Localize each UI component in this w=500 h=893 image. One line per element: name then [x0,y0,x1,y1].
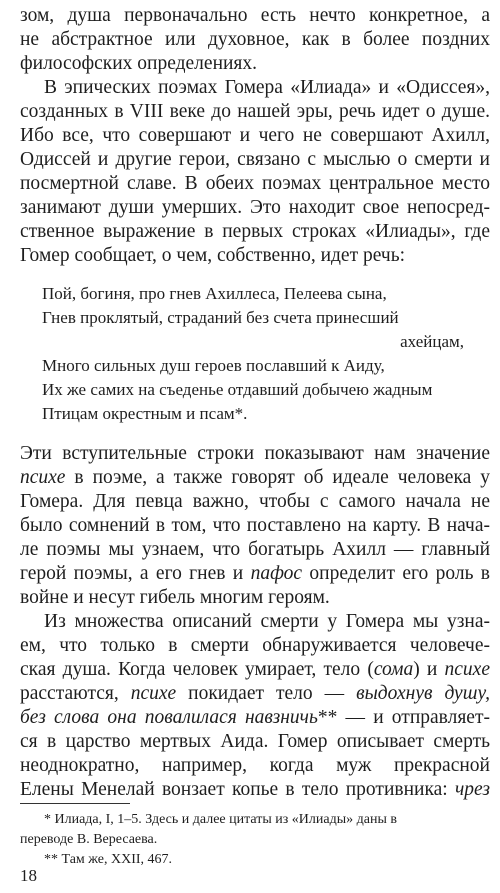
italic-quote: чрез [454,779,490,800]
text-line [20,706,490,730]
text-line: зом, душа первоначально есть нечто конкретное, а [20,5,490,26]
footnote-divider [20,803,130,804]
text-line [20,682,490,706]
text-line [20,562,490,586]
text-line [20,778,490,802]
text-line: посмертной славе. В обеих поэмах центральное место [20,173,490,194]
footnote: * Илиада, I, 1–5. Здесь и далее цитаты из «Илиады» даны в [44,812,397,827]
text-span: ская душа. Когда человек умирает, тело ( [20,659,374,680]
text-line [20,466,490,490]
italic-quote: без слова она повалилася навзничь [20,707,318,728]
verse-line: Много сильных душ героев пославший к Аиду, [42,356,385,375]
text-line: Гомера. Для певца важно, чтобы с самого начала не [20,491,490,512]
verse-line: ахейцам, [400,332,464,351]
text-line: В эпических поэмах Гомера «Илиада» и «Одиссея», [44,77,490,98]
text-span: определит его роль в [302,563,490,584]
italic-term: психе [130,683,177,704]
text-line: ем, что только в смерти обнаруживается человече- [20,635,490,656]
italic-term: сома [373,659,414,680]
text-span: ** — и отправляет- [317,707,490,728]
text-line: неоднократно, например, когда муж прекрасной [20,755,490,776]
text-line: ле поэмы мы узнаем, что богатырь Ахилл — главный [20,539,490,560]
text-span: ) и [413,659,445,680]
footnote: переводе В. Вересаева. [20,832,158,847]
page-number: 18 [20,866,37,885]
text-line: Эти вступительные строки показывают нам значение [20,443,490,464]
text-line: занимают души умерших. Это находит свое непосред- [20,197,490,218]
verse-line: Пой, богиня, про гнев Ахиллеса, Пелеева сына, [42,284,387,303]
text-line: не абстрактное или духовное, как в более поздних [20,29,490,50]
italic-term: псuхе [20,467,66,488]
text-line: ся в царство мертвых Аида. Гомер описывает смерть [20,731,490,752]
verse-line: Гнев проклятый, страданий без счета принесший [42,308,399,327]
text-line [20,658,490,682]
text-line: войне и несут гибель многим героям. [20,587,330,608]
text-line: Ибо все, что совершают и чего не совершают Ахилл, [20,125,490,146]
text-line: Гомер сообщает, о чем, собственно, идет речь: [20,245,406,266]
text-span: в поэме, а также говорят об идеале человека у [65,467,490,488]
text-span: покидает тело — [176,683,357,704]
text-span: герой поэмы, а его гнев и [20,563,251,584]
italic-term: пафос [250,563,303,584]
verse-line: Птицам окрестным и псам*. [42,404,248,423]
italic-term: психе [444,659,490,680]
footnote: ** Там же, XXII, 467. [44,852,173,867]
italic-quote: выдохнув душу, [356,683,490,704]
text-line: было сомнений в том, что поставлено на карту. В нача- [20,515,490,536]
text-line: ственное выражение в первых строках «Илиады», где [20,221,490,242]
text-span: расстаются, [20,683,131,704]
text-line: созданных в VIII веке до нашей эры, речь идет о душе. [20,101,490,122]
text-line: философских определениях. [20,53,258,74]
text-line: Из множества описаний смерти у Гомера мы узна- [44,611,490,632]
verse-line: Их же самих на съеденье отдавший добычею жадным [42,380,433,399]
text-line: Одиссей и другие герои, связано с мыслью о смерти и [20,149,490,170]
text-span: Елены Менелай вонзает копье в тело противника: [20,779,455,800]
